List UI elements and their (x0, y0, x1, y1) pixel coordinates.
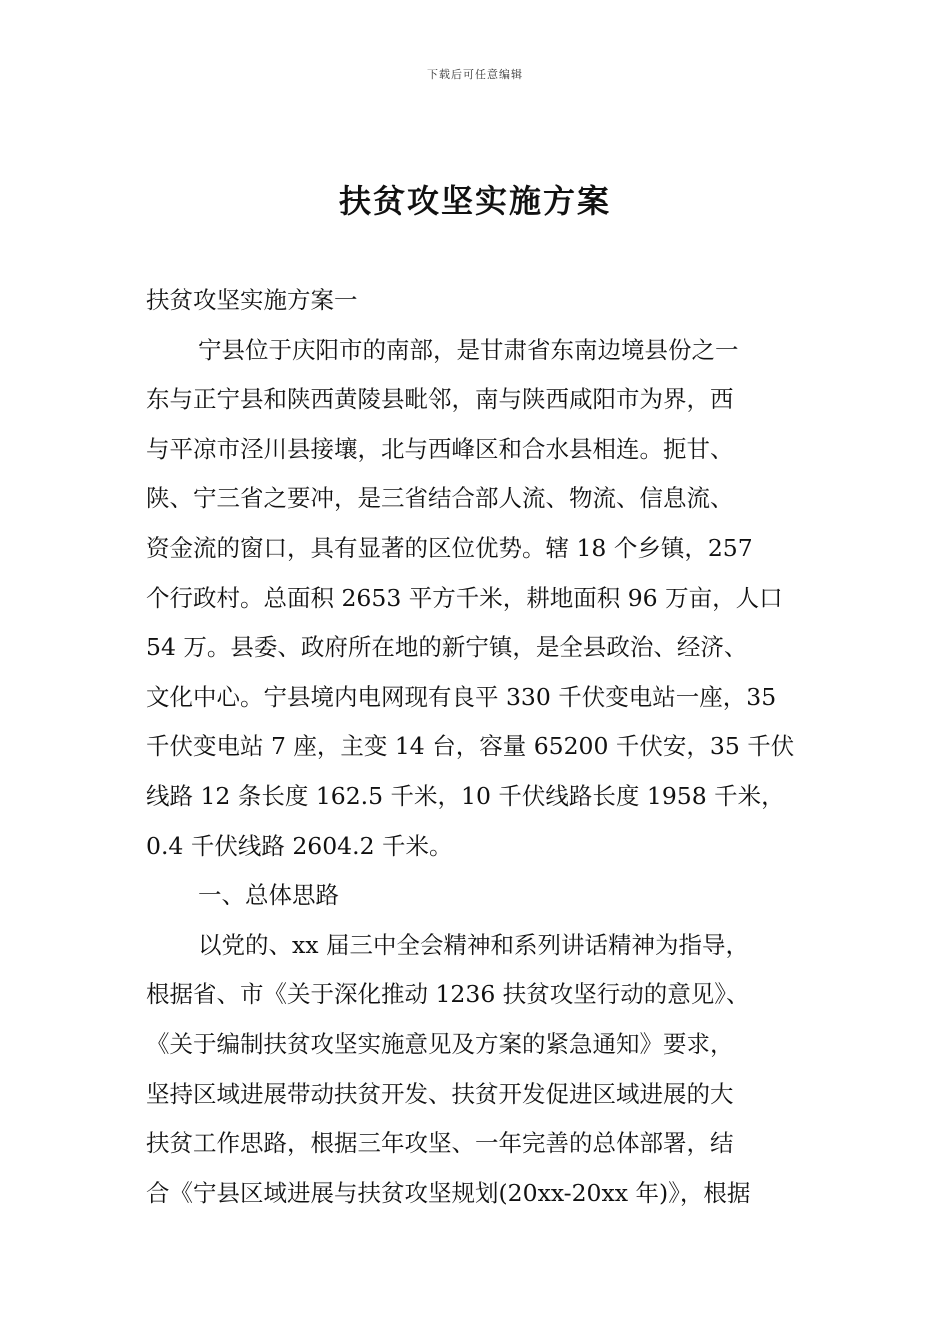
body-line: 根据省、市《关于深化推动 1236 扶贫攻坚行动的意见》、 (146, 980, 750, 1009)
body-line: 线路 12 条长度 162.5 千米，10 千伏线路长度 1958 千米， (146, 781, 785, 810)
body-line: 与平凉市泾川县接壤，北与西峰区和合水县相连。扼甘、 (146, 434, 734, 463)
body-line: 千伏变电站 7 座，主变 14 台，容量 65200 千伏安，35 千伏 (146, 732, 795, 761)
section-heading: 一、总体思路 (198, 881, 339, 910)
body-line: 扶贫攻坚实施方案一 (146, 286, 358, 314)
body-line: 合《宁县区域进展与扶贫攻坚规划(20xx-20xx 年)》，根据 (146, 1178, 751, 1207)
body-line: 坚持区域进展带动扶贫开发、扶贫开发促进区域进展的大 (146, 1079, 734, 1108)
body-line: 《关于编制扶贫攻坚实施意见及方案的紧急通知》要求， (146, 1029, 734, 1058)
body-line: 54 万。县委、政府所在地的新宁镇，是全县政治、经济、 (146, 633, 748, 662)
body-line: 陕、宁三省之要冲，是三省结合部人流、物流、信息流、 (146, 484, 734, 513)
body-line: 资金流的窗口，具有显著的区位优势。辖 18 个乡镇，257 (146, 533, 753, 562)
body-line: 0.4 千伏线路 2604.2 千米。 (146, 831, 453, 860)
body-line: 以党的、xx 届三中全会精神和系列讲话精神为指导， (198, 930, 749, 959)
body-line: 扶贫工作思路，根据三年攻坚、一年完善的总体部署，结 (146, 1129, 734, 1158)
document-title: 扶贫攻坚实施方案 (338, 182, 611, 220)
body-line: 东与正宁县和陕西黄陵县毗邻，南与陕西咸阳市为界，西 (146, 385, 734, 414)
body-line: 文化中心。宁县境内电网现有良平 330 千伏变电站一座，35 (146, 682, 777, 711)
body-line: 宁县位于庆阳市的南部，是甘肃省东南边境县份之一 (198, 335, 739, 364)
body-line: 个行政村。总面积 2653 平方千米，耕地面积 96 万亩，人口 (146, 583, 783, 612)
page-header-note: 下载后可任意编辑 (427, 68, 523, 81)
document-body (146, 276, 826, 1218)
